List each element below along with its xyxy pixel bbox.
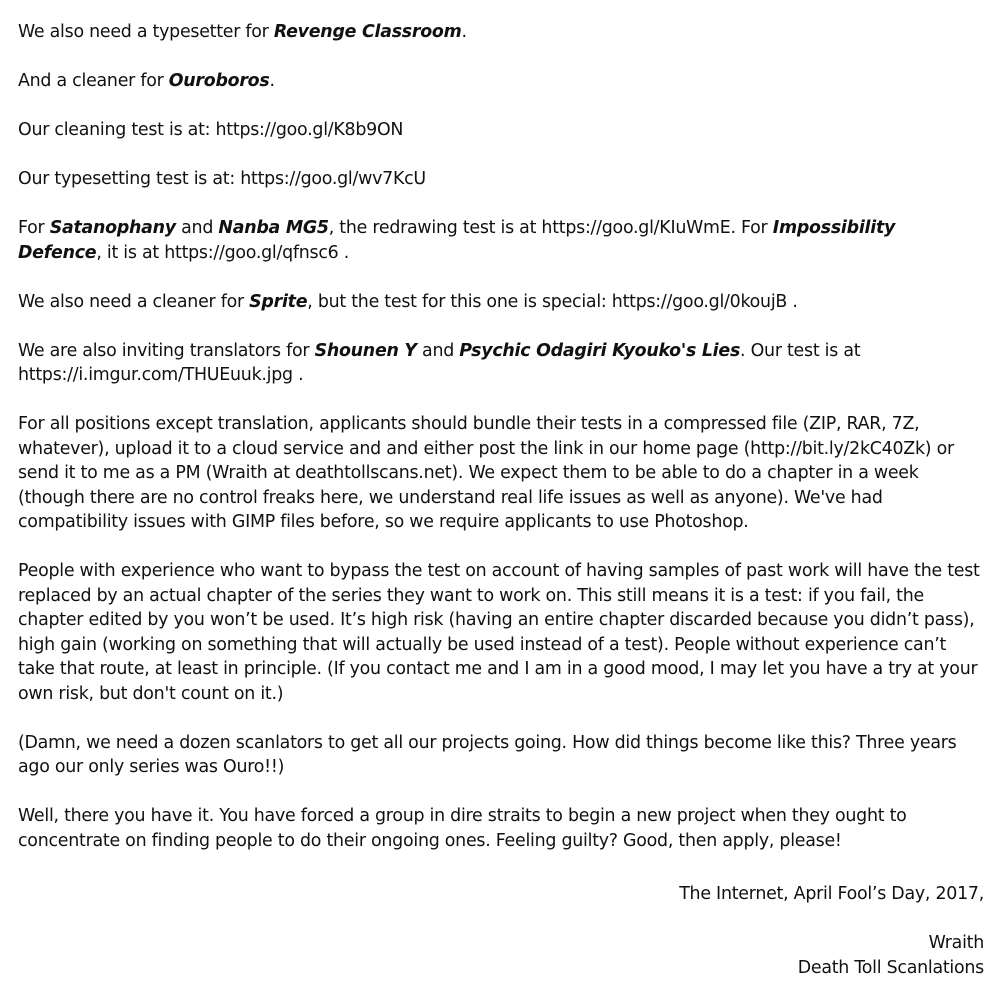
paragraph-typesetting-test: Our typesetting test is at: https://goo.gl/wv7KcU — [18, 169, 426, 189]
paragraph-cleaner-sprite: We also need a cleaner for Sprite, but the test for this one is special: https://goo.gl/0koujB . — [18, 291, 798, 312]
series-title: Sprite — [249, 291, 308, 312]
series-title: Nanba MG5 — [218, 218, 329, 238]
series-title: Satanophany — [49, 218, 176, 238]
signoff-name: Wraith — [928, 933, 984, 953]
paragraph-closing: Well, there you have it. You have forced a group in dire straits to begin a new project when they ought to concentrate on finding people to do their ongoing ones. Feeling guilty? Good, then apply, please! — [18, 806, 907, 851]
paragraph-cleaner-ouroboros: And a cleaner for Ouroboros. — [18, 71, 275, 91]
paragraph-translators: We are also inviting translators for Shounen Y and Psychic Odagiri Kyouko's Lies. Our test is at https://i.imgur.com/THUEuuk.jpg . — [18, 340, 861, 385]
document-body — [18, 20, 982, 853]
series-title: Impossibility Defence — [18, 218, 896, 263]
paragraph-typesetter-revenge-classroom: We also need a typesetter for Revenge Classroom. — [18, 22, 467, 42]
paragraph-submission-instructions: For all positions except translation, applicants should bundle their tests in a compressed file (ZIP, RAR, 7Z, whatever), upload it to a cloud service and and either post the link in our home page (http://bit.ly/2kC40Zk) or send it to me as a PM (Wraith at deathtollscans.net). We expect them to be able to do a chapter in a week (though there are no control freaks here, we understand real life issues as well as anyone). We've had compatibility issues with GIMP files before, so we require applicants to use Photoshop. — [18, 414, 954, 532]
signoff-group: Death Toll Scanlations — [797, 957, 984, 978]
series-title: Revenge Classroom — [273, 22, 462, 42]
paragraph-redrawing-test: For Satanophany and Nanba MG5, the redrawing test is at https://goo.gl/KIuWmE. For Impossibility Defence, it is at https://goo.gl/qfnsc6 . — [18, 218, 896, 263]
signoff-dateline: The Internet, April Fool’s Day, 2017, — [679, 884, 984, 904]
paragraph-aside: (Damn, we need a dozen scanlators to get all our projects going. How did things become like this? Three years ago our only series was Ouro!!) — [18, 732, 957, 777]
paragraph-experienced-applicants: People with experience who want to bypass the test on account of having samples of past work will have the test replaced by an actual chapter of the series they want to work on. This still means it is a test: if you fail, the chapter edited by you won’t be used. It’s high risk (having an entire chapter discarded because you didn’t pass), high gain (working on something that will actually be used instead of a test). People without experience can’t take that route, at least in principle. (If you contact me and I am in a good mood, I may let you have a try at your own risk, but don't count on it.) — [18, 561, 980, 704]
signoff-signature — [798, 931, 984, 980]
series-title: Psychic Odagiri Kyouko's Lies — [459, 340, 741, 361]
series-title: Shounen Y — [314, 340, 417, 361]
series-title: Ouroboros — [168, 71, 270, 91]
paragraph-cleaning-test: Our cleaning test is at: https://goo.gl/K8b9ON — [18, 120, 404, 140]
